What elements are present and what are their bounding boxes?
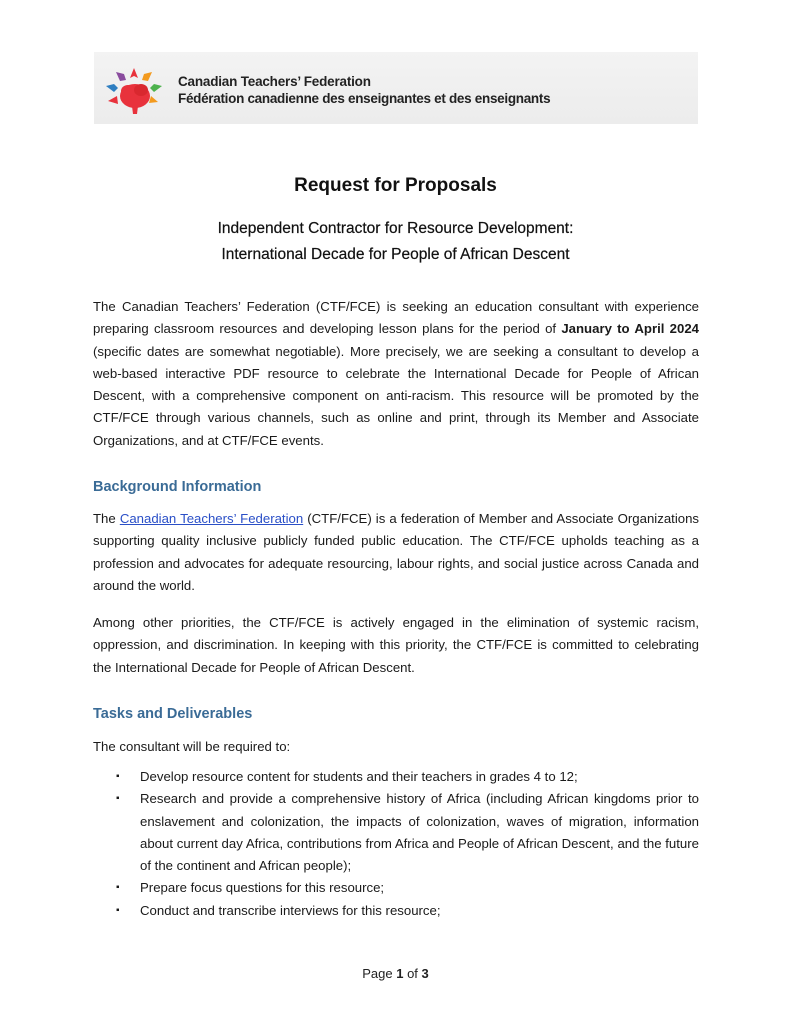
ctf-website-link[interactable]: Canadian Teachers’ Federation (119, 511, 304, 526)
bullet-icon: ▪ (116, 793, 120, 805)
task-text: Develop resource content for students and their teachers in grades 4 to 12; (140, 769, 578, 784)
background-text-pre: The (93, 511, 120, 526)
page-word: Page (362, 966, 393, 981)
task-text: Prepare focus questions for this resource; (140, 880, 385, 896)
of-word: of (407, 966, 418, 981)
page-number-footer (0, 966, 791, 981)
task-text: Research and provide a comprehensive history of Africa (including African kingdoms prior to enslavement and colonization, the impacts of colonization, waves of migration, information about current day Africa, contributions from Africa and People of African Descent, and the future of the continent and African people); (140, 791, 699, 874)
intro-paragraph (93, 296, 699, 452)
list-item (113, 788, 699, 877)
document-title: Request for Proposals (294, 175, 497, 196)
subtitle-line-2: International Decade for People of African Descent (221, 246, 570, 263)
tasks-list (113, 766, 699, 922)
org-name-french: Fédération canadienne des enseignantes et des enseignants (178, 91, 551, 106)
task-text: Conduct and transcribe interviews for this resource; (140, 902, 441, 918)
total-pages: 3 (421, 966, 429, 981)
subtitle-line-1: Independent Contractor for Resource Development: (217, 220, 574, 237)
intro-text-part-1: The Canadian Teachers’ Federation (CTF/FCE) is seeking an education consultant with experience preparing classroom resources and developing lesson plans for the period of (93, 299, 699, 337)
bullet-icon: ▪ (116, 771, 120, 782)
intro-date-range: January to April 2024 (561, 321, 700, 337)
background-paragraph-2: Among other priorities, the CTF/FCE is actively engaged in the elimination of systemic racism, oppression, and discrimination. In keeping with this priority, the CTF/FCE is committed to celebrating the International Decade for People of African Descent. (93, 615, 699, 675)
tasks-heading: Tasks and Deliverables (93, 706, 253, 722)
background-text-post: (CTF/FCE) is a federation of Member and Associate Organizations supporting quality inclusive publicly funded public education. The CTF/FCE upholds teaching as a profession and advocates for adequate resourcing, labour rights, and social justice across Canada and around the world. (93, 511, 700, 593)
background-heading: Background Information (93, 479, 262, 495)
list-item (113, 877, 699, 899)
background-paragraph-1 (93, 508, 699, 597)
bullet-icon: ▪ (116, 882, 120, 894)
tasks-intro: The consultant will be required to: (93, 739, 291, 754)
list-item (113, 900, 699, 922)
list-item (113, 766, 699, 788)
org-name-english: Canadian Teachers’ Federation (178, 74, 371, 89)
current-page: 1 (396, 966, 404, 981)
bullet-icon: ▪ (116, 904, 120, 916)
intro-text-part-2: (specific dates are somewhat negotiable). More precisely, we are seeking a consultant to develop a web-based interactive PDF resource to celebrate the International Decade for People of African Descent, with a comprehensive component on anti-racism. This resource will be promoted by the CTF/FCE through various channels, such as online and print, through its Member and Associate Organizations, and at CTF/FCE events. (93, 343, 699, 448)
maple-leaf-logo-icon (104, 66, 164, 116)
